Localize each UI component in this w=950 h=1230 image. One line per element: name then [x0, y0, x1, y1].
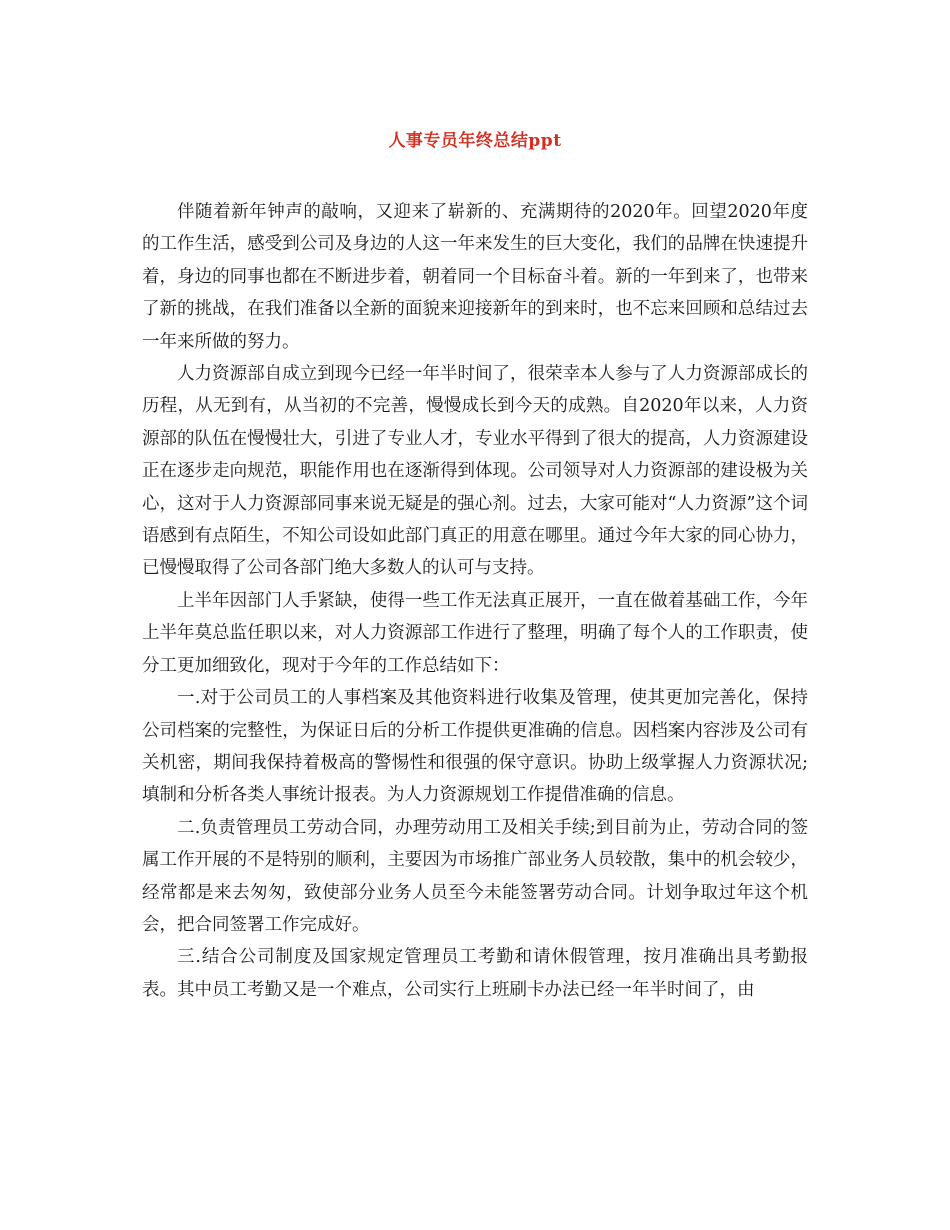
document-title: 人事专员年终总结ppt: [388, 131, 562, 151]
paragraph-first-half: 上半年因部门人手紧缺，使得一些工作无法真正展开，一直在做着基础工作，今年上半年莫总监任职以来，对人力资源部工作进行了整理，明确了每个人的工作职责，使分工更加细致化，现对于今年的工作总结如下：: [142, 590, 808, 676]
paragraph-item-1-records: 一.对于公司员工的人事档案及其他资料进行收集及管理，使其更加完善化，保持公司档案的完整性，为保证日后的分析工作提供更准确的信息。因档案内容涉及公司有关机密，期间我保持着极高的警惕性和很强的保守意识。协助上级掌握人力资源状况;填制和分析各类人事统计报表。为人力资源规划工作提借准确的信息。: [142, 688, 808, 806]
paragraph-item-3-attendance: 三.结合公司制度及国家规定管理员工考勤和请休假管理，按月准确出具考勤报表。其中员工考勤又是一个难点，公司实行上班刷卡办法已经一年半时间了，由: [142, 947, 808, 1000]
paragraph-hr-department: 人力资源部自成立到现今已经一年半时间了，很荣幸本人参与了人力资源部成长的历程，从无到有，从当初的不完善，慢慢成长到今天的成熟。自2020年以来，人力资源部的队伍在慢慢壮大，引进了专业人才，专业水平得到了很大的提高，人力资源建设正在逐步走向规范，职能作用也在逐渐得到体现。公司领导对人力资源部的建设极为关心，这对于人力资源部同事来说无疑是的强心剂。过去，大家可能对“人力资源”这个词语感到有点陌生，不知公司设如此部门真正的用意在哪里。通过今年大家的同心协力，已慢慢取得了公司各部门绝大多数人的认可与支持。: [142, 364, 808, 579]
document-body: [142, 196, 808, 1006]
paragraph-intro: 伴随着新年钟声的敲响，又迎来了崭新的、充满期待的2020年。回望2020年度的工作生活，感受到公司及身边的人这一年来发生的巨大变化，我们的品牌在快速提升着，身边的同事也都在不断进步着，朝着同一个目标奋斗着。新的一年到来了，也带来了新的挑战，在我们准备以全新的面貌来迎接新年的到来时，也不忘来回顾和总结过去一年来所做的努力。: [142, 202, 808, 352]
paragraph-item-2-contracts: 二.负责管理员工劳动合同，办理劳动用工及相关手续;到目前为止，劳动合同的签属工作开展的不是特别的顺利，主要因为市场推广部业务人员较散，集中的机会较少，经常都是来去匆匆，致使部分业务人员至今未能签署劳动合同。计划争取过年这个机会，把合同签署工作完成好。: [142, 817, 808, 935]
